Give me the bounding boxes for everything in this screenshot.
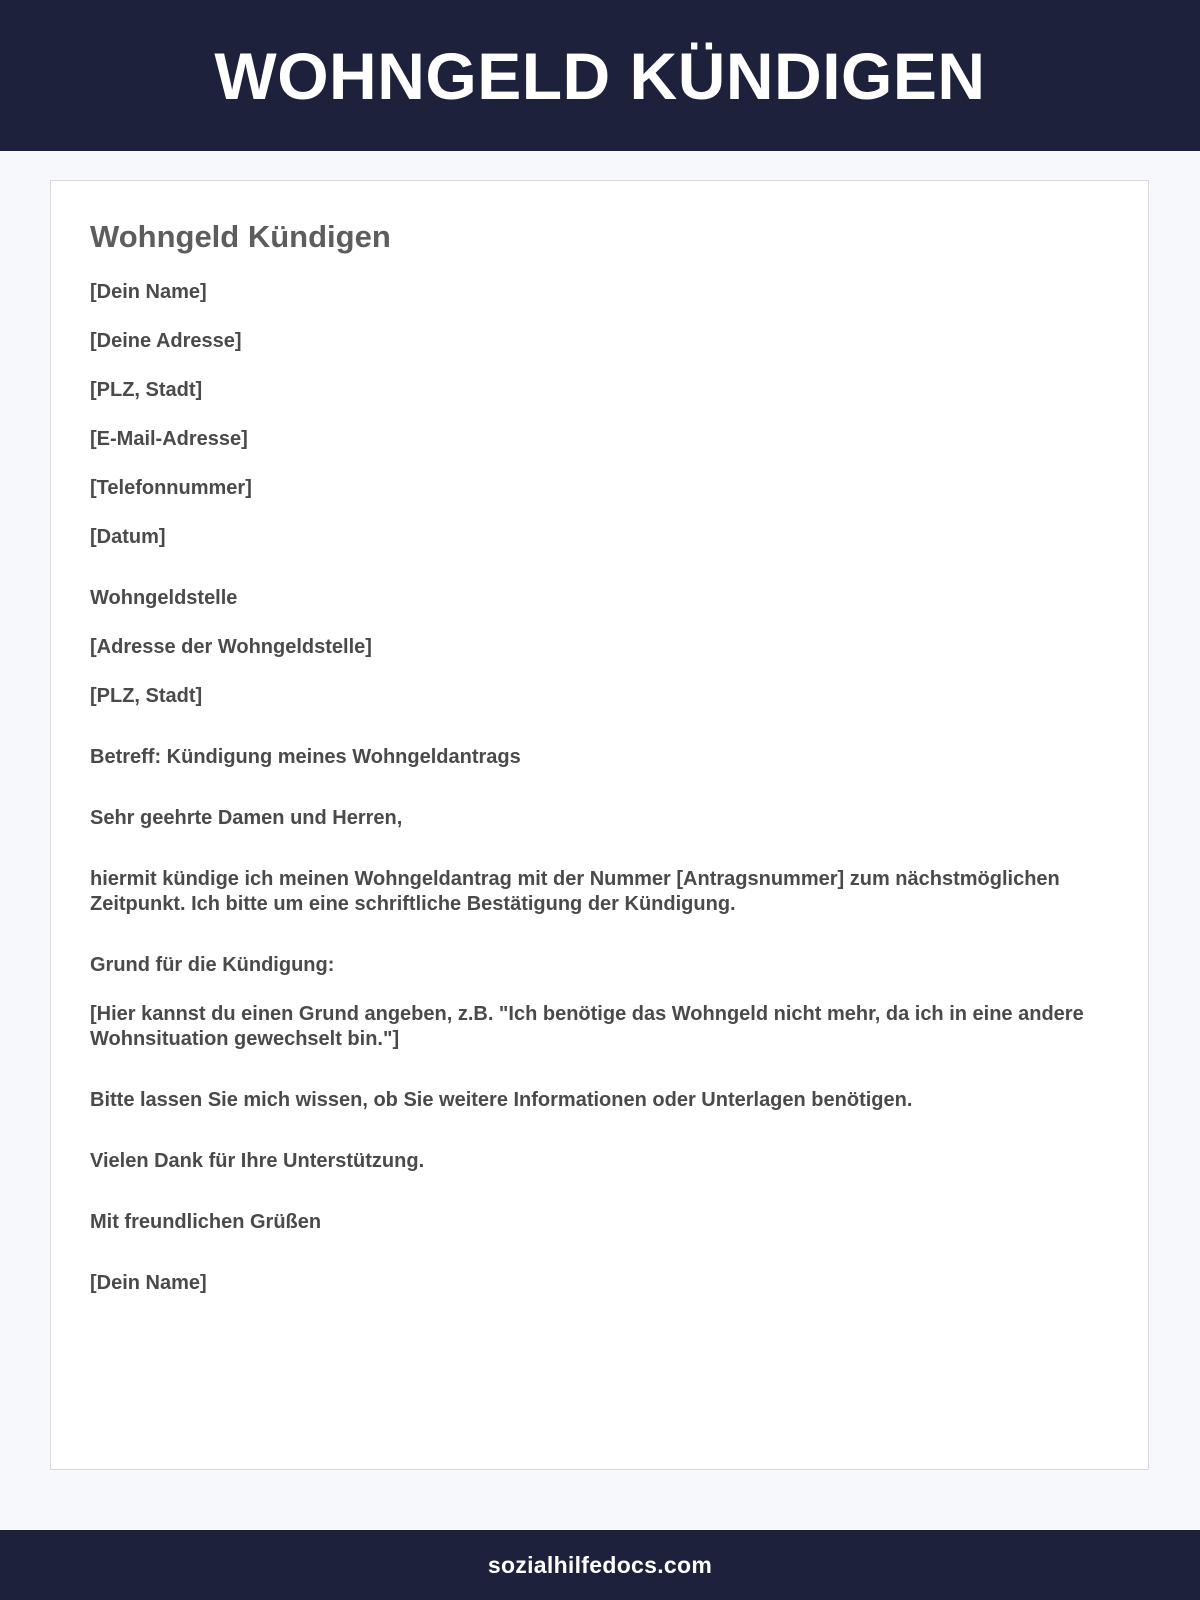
recipient-city: [PLZ, Stadt] xyxy=(90,685,203,707)
letter-card xyxy=(50,180,1149,1470)
reason-label: Grund für die Kündigung: xyxy=(90,954,335,976)
page-footer xyxy=(0,1530,1200,1600)
letter-date: [Datum] xyxy=(90,526,166,548)
signature-name: [Dein Name] xyxy=(90,1272,207,1294)
letter-closing: Mit freundlichen Grüßen xyxy=(90,1211,322,1233)
letter-thanks: Vielen Dank für Ihre Unterstützung. xyxy=(90,1150,425,1172)
recipient-address: [Adresse der Wohngeldstelle] xyxy=(90,636,372,658)
reason-text: [Hier kannst du einen Grund angeben, z.B. "Ich benötige das Wohngeld nicht mehr, da ich in eine andere Wohnsituation gewechselt bin."] xyxy=(90,1003,1084,1050)
page-header xyxy=(0,0,1200,151)
sender-email: [E-Mail-Adresse] xyxy=(90,428,248,450)
letter-salutation: Sehr geehrte Damen und Herren, xyxy=(90,807,403,829)
sender-city: [PLZ, Stadt] xyxy=(90,379,203,401)
sender-address: [Deine Adresse] xyxy=(90,330,242,352)
recipient-name: Wohngeldstelle xyxy=(90,587,238,609)
footer-site: sozialhilfedocs.com xyxy=(487,1551,713,1578)
sender-phone: [Telefonnummer] xyxy=(90,477,252,499)
request-info: Bitte lassen Sie mich wissen, ob Sie weitere Informationen oder Unterlagen benötigen. xyxy=(90,1089,913,1111)
document-title: Wohngeld Kündigen xyxy=(90,219,391,254)
header-title: WOHNGELD KÜNDIGEN xyxy=(214,38,986,113)
letter-body-main: hiermit kündige ich meinen Wohngeldantrag mit der Nummer [Antragsnummer] zum nächstmöglichen Zeitpunkt. Ich bitte um eine schriftliche Bestätigung der Kündigung. xyxy=(90,868,1060,915)
letter-subject: Betreff: Kündigung meines Wohngeldantrags xyxy=(90,746,521,768)
sender-name: [Dein Name] xyxy=(90,281,207,303)
